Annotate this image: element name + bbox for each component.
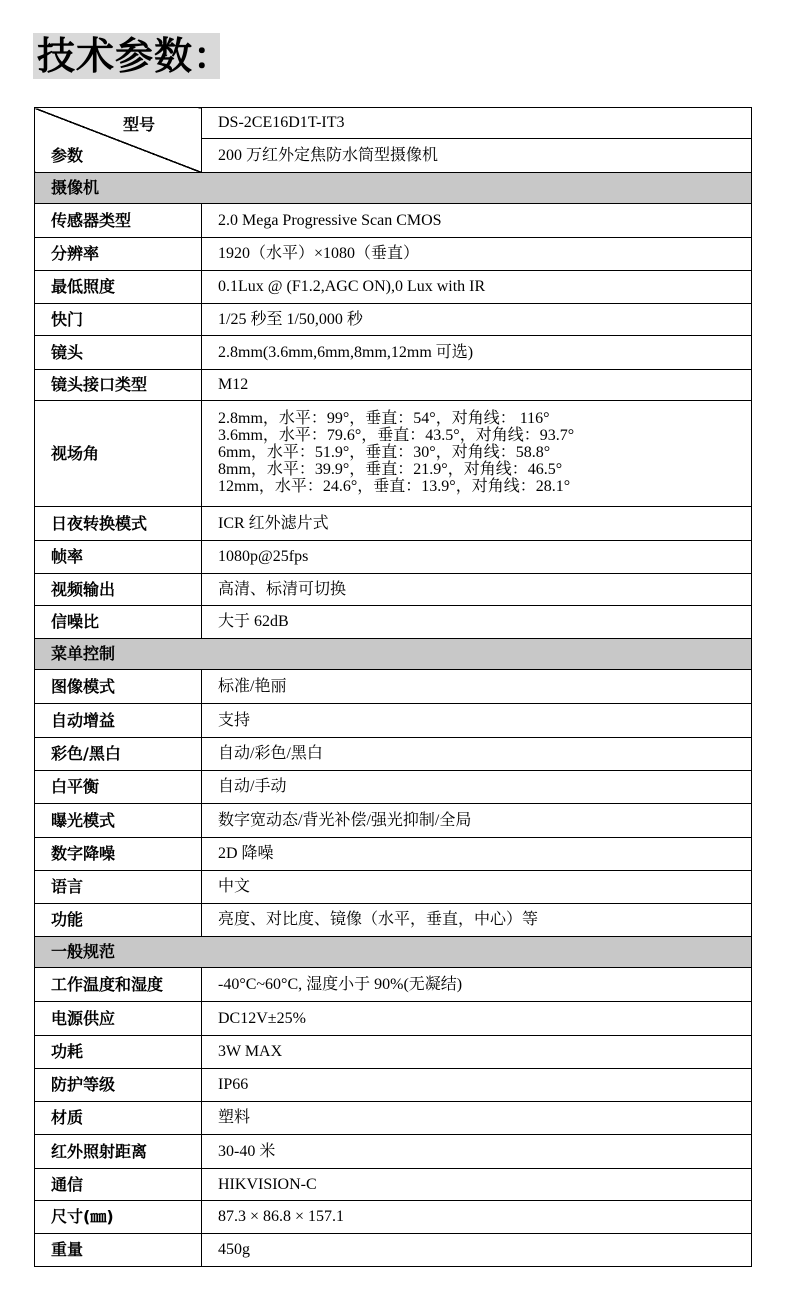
table-row	[35, 1201, 752, 1234]
row-value: HIKVISION-C	[202, 1169, 752, 1201]
row-value: 450g	[202, 1234, 752, 1267]
row-value: 30-40 米	[202, 1135, 752, 1169]
table-row	[35, 738, 752, 771]
row-value: DC12V±25%	[202, 1002, 752, 1036]
section-header	[35, 639, 752, 670]
row-value: 支持	[202, 704, 752, 738]
row-key: 材质	[35, 1102, 202, 1135]
row-key: 功耗	[35, 1036, 202, 1069]
row-key: 通信	[35, 1169, 202, 1201]
section-header	[35, 937, 752, 968]
table-row	[35, 370, 752, 401]
row-value: 3W MAX	[202, 1036, 752, 1069]
fov-line: 8mm，水平：39.9°，垂直：21.9°，对角线：46.5°	[218, 461, 563, 478]
table-row	[35, 968, 752, 1002]
row-key: 功能	[35, 904, 202, 937]
row-value: 自动/彩色/黑白	[202, 738, 752, 771]
row-value: 87.3 × 86.8 × 157.1	[202, 1201, 752, 1234]
table-row	[35, 336, 752, 370]
row-key: 图像模式	[35, 670, 202, 704]
row-value: 2D 降噪	[202, 838, 752, 871]
row-value: ICR 红外滤片式	[202, 507, 752, 541]
table-row	[35, 1102, 752, 1135]
row-value: 2.8mm(3.6mm,6mm,8mm,12mm 可选)	[202, 336, 752, 370]
table-row	[35, 838, 752, 871]
fov-line: 2.8mm，水平：99°，垂直：54°，对角线： 116°	[218, 410, 550, 427]
table-row	[35, 507, 752, 541]
row-key: 传感器类型	[35, 204, 202, 238]
row-key: 白平衡	[35, 771, 202, 804]
table-row	[35, 574, 752, 606]
row-value: 塑料	[202, 1102, 752, 1135]
row-value: 数字宽动态/背光补偿/强光抑制/全局	[202, 804, 752, 838]
header-row-model	[35, 108, 752, 139]
table-row	[35, 1002, 752, 1036]
table-row	[35, 704, 752, 738]
row-value: 大于 62dB	[202, 606, 752, 639]
fov-line: 6mm，水平：51.9°，垂直：30°，对角线：58.8°	[218, 444, 551, 461]
model-label: 型号	[122, 115, 155, 134]
row-key: 尺寸(㎜)	[35, 1201, 202, 1234]
row-value: 0.1Lux @ (F1.2,AGC ON),0 Lux with IR	[202, 271, 752, 304]
table-row	[35, 771, 752, 804]
model-value: DS-2CE16D1T-IT3	[202, 108, 752, 139]
table-row	[35, 271, 752, 304]
section-title: 菜单控制	[35, 639, 752, 670]
table-row	[35, 1069, 752, 1102]
table-row	[35, 1135, 752, 1169]
page-title: 技术参数：	[37, 34, 233, 78]
row-key: 数字降噪	[35, 838, 202, 871]
row-key: 工作温度和湿度	[35, 968, 202, 1002]
table-row	[35, 1036, 752, 1069]
row-value: 中文	[202, 871, 752, 904]
title-highlight	[33, 33, 233, 79]
fov-line: 3.6mm，水平：79.6°，垂直：43.5°，对角线：93.7°	[218, 427, 575, 444]
row-key: 日夜转换模式	[35, 507, 202, 541]
row-key: 分辨率	[35, 238, 202, 271]
row-key: 镜头	[35, 336, 202, 370]
table-row	[35, 606, 752, 639]
fov-line: 12mm，水平：24.6°，垂直：13.9°，对角线：28.1°	[218, 478, 571, 495]
table-row	[35, 238, 752, 271]
row-key: 电源供应	[35, 1002, 202, 1036]
section-header	[35, 173, 752, 204]
row-value: 2.0 Mega Progressive Scan CMOS	[202, 204, 752, 238]
row-key: 防护等级	[35, 1069, 202, 1102]
fov-lines	[202, 401, 752, 507]
row-value: 1920（水平）×1080（垂直）	[202, 238, 752, 271]
row-key: 帧率	[35, 541, 202, 574]
table-row	[35, 871, 752, 904]
row-key: 红外照射距离	[35, 1135, 202, 1169]
table-row	[35, 1169, 752, 1201]
row-value: 高清、标清可切换	[202, 574, 752, 606]
row-key: 曝光模式	[35, 804, 202, 838]
diagonal-header-cell	[35, 108, 202, 173]
row-key: 视场角	[35, 401, 202, 507]
table-row	[35, 304, 752, 336]
row-value: 自动/手动	[202, 771, 752, 804]
spec-table	[34, 107, 752, 1267]
row-key: 重量	[35, 1234, 202, 1267]
row-value: 标准/艳丽	[202, 670, 752, 704]
row-value: 亮度、对比度、镜像（水平，垂直，中心）等	[202, 904, 752, 937]
section-title: 摄像机	[35, 173, 752, 204]
row-key: 镜头接口类型	[35, 370, 202, 401]
param-label: 参数	[51, 146, 84, 165]
table-row-fov	[35, 401, 752, 507]
row-value: 1080p@25fps	[202, 541, 752, 574]
section-title: 一般规范	[35, 937, 752, 968]
table-row	[35, 904, 752, 937]
row-value: -40°C~60°C, 湿度小于 90%(无凝结)	[202, 968, 752, 1002]
row-value: IP66	[202, 1069, 752, 1102]
row-key: 自动增益	[35, 704, 202, 738]
row-key: 彩色/黑白	[35, 738, 202, 771]
row-key: 快门	[35, 304, 202, 336]
table-row	[35, 1234, 752, 1267]
row-key: 最低照度	[35, 271, 202, 304]
row-value: 1/25 秒至 1/50,000 秒	[202, 304, 752, 336]
row-key: 语言	[35, 871, 202, 904]
row-key: 视频输出	[35, 574, 202, 606]
table-row	[35, 541, 752, 574]
row-key: 信噪比	[35, 606, 202, 639]
desc-value: 200 万红外定焦防水筒型摄像机	[202, 139, 752, 173]
table-row	[35, 804, 752, 838]
row-value: M12	[202, 370, 752, 401]
table-row	[35, 204, 752, 238]
table-row	[35, 670, 752, 704]
